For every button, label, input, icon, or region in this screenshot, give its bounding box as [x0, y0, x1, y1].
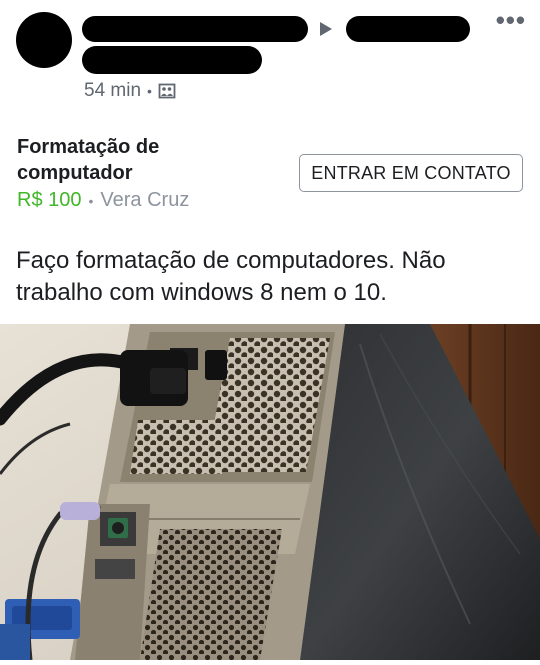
photo-audience-icon	[158, 83, 176, 99]
contact-seller-button[interactable]: ENTRAR EM CONTATO	[299, 154, 523, 192]
listing-description: Faço formatação de computadores. Não trabalho com windows 8 nem o 10.	[16, 247, 446, 306]
listing-location: Vera Cruz	[100, 189, 190, 211]
redacted-author-name	[82, 16, 308, 42]
more-horizontal-icon[interactable]: •••	[495, 5, 526, 35]
post-time[interactable]: 54 min	[84, 80, 142, 101]
listing-title[interactable]: Formatação de computador	[17, 136, 160, 184]
redacted-group-name	[346, 16, 470, 42]
meta-separator: •	[147, 83, 152, 99]
play-arrow-icon	[320, 22, 332, 36]
listing-photo[interactable]	[0, 324, 540, 660]
listing-price: R$ 100	[17, 189, 82, 211]
price-separator: •	[88, 192, 94, 209]
avatar[interactable]	[16, 12, 72, 68]
redacted-author-name-continued	[82, 46, 262, 74]
post-meta	[84, 80, 176, 102]
price-location-row	[17, 189, 189, 212]
